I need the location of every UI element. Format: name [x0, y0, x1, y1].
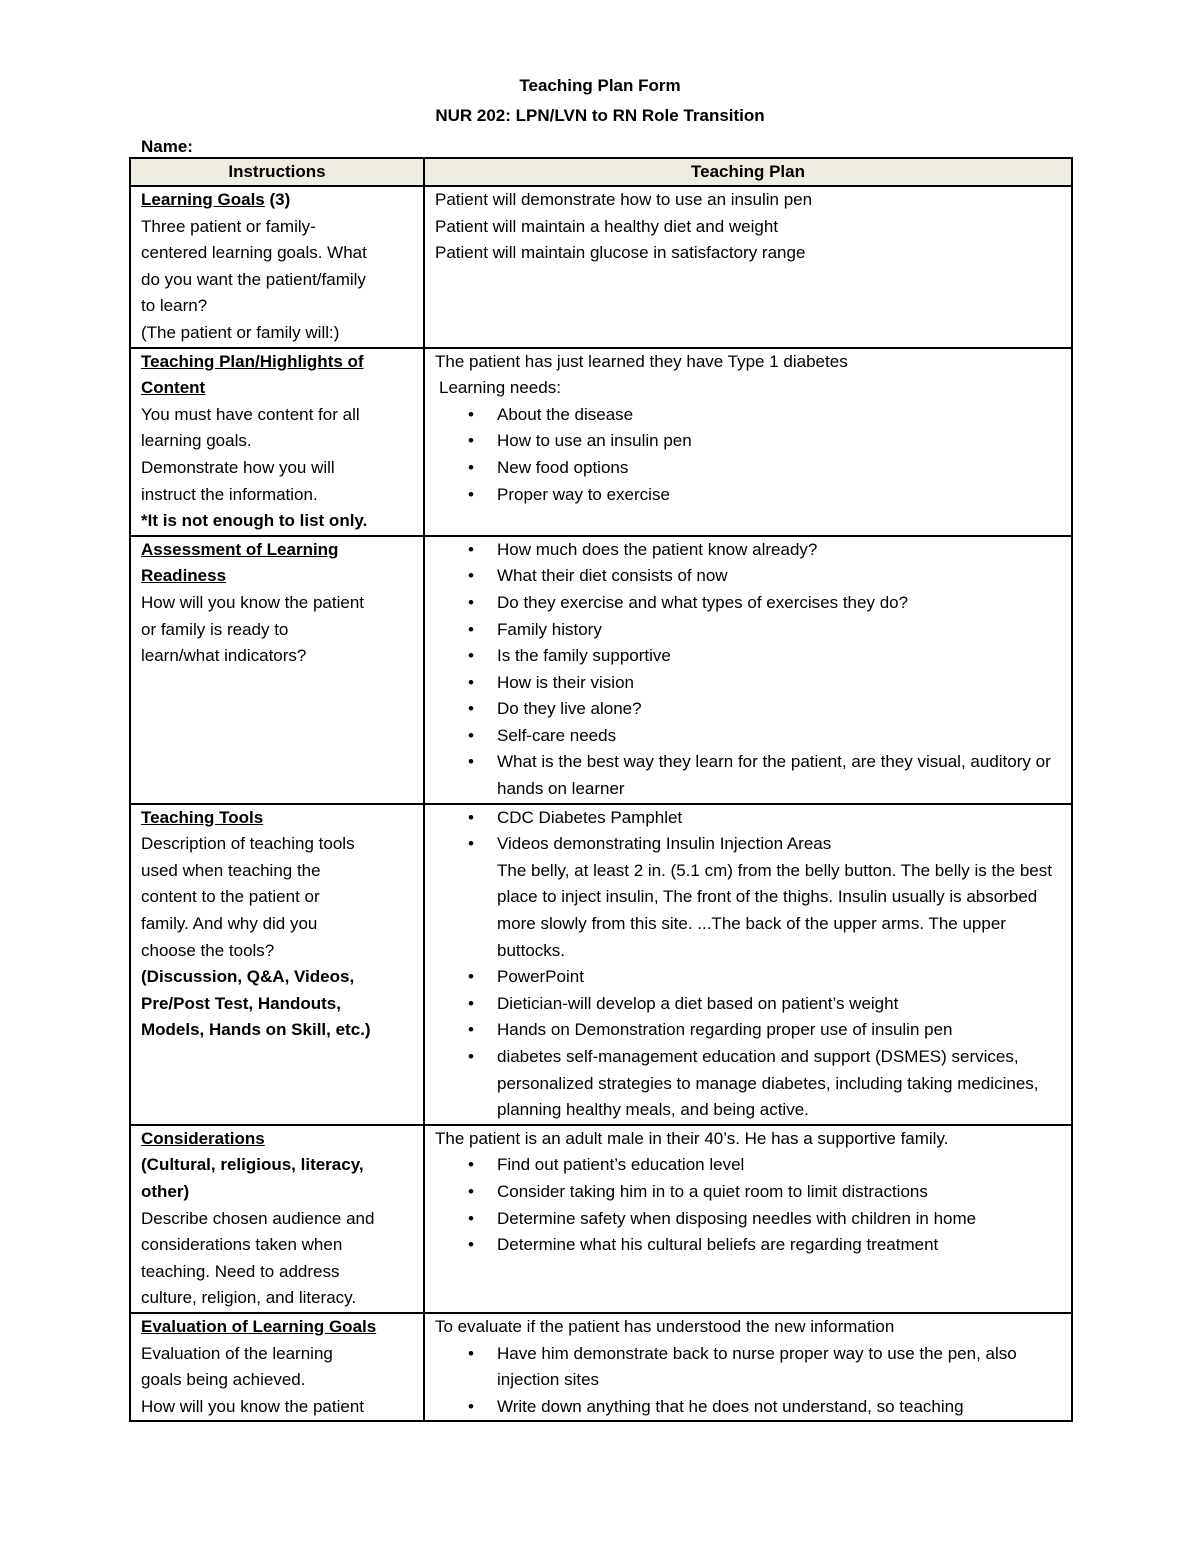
row-heading: Considerations	[141, 1128, 265, 1148]
row-heading: Assessment of Learning	[141, 539, 339, 559]
bullet-icon: •	[468, 967, 474, 987]
instructions-cell	[130, 348, 424, 536]
bullet-icon: •	[468, 484, 474, 504]
table-header-row	[130, 158, 1072, 186]
plan-cell	[424, 1125, 1072, 1313]
bullet-list	[435, 1152, 1063, 1258]
bullet-icon: •	[468, 699, 474, 719]
bullet-list	[435, 402, 1063, 508]
bullet-icon: •	[468, 566, 474, 586]
instruction-text: learn/what indicators?	[141, 646, 307, 666]
bullet-icon: •	[468, 592, 474, 612]
list-item: • PowerPoint	[435, 964, 1063, 991]
list-item: • Family history	[435, 617, 1063, 644]
list-item: • CDC Diabetes Pamphlet	[435, 805, 1063, 832]
bullet-icon: •	[468, 725, 474, 745]
row-heading: Content	[141, 378, 206, 398]
table-row-assessment	[130, 536, 1072, 804]
list-item: • How much does the patient know already?	[435, 537, 1063, 564]
table-row-evaluation	[130, 1313, 1072, 1421]
instruction-text: You must have content for all	[141, 404, 360, 424]
list-item: • Proper way to exercise	[435, 482, 1063, 509]
bullet-icon: •	[468, 807, 474, 827]
instruction-text: Evaluation of the learning	[141, 1343, 333, 1363]
bullet-icon: •	[468, 457, 474, 477]
row-heading: Evaluation of Learning Goals	[141, 1316, 377, 1336]
bullet-icon: •	[468, 834, 474, 854]
list-item: • How is their vision	[435, 670, 1063, 697]
bullet-icon: •	[468, 672, 474, 692]
list-item: • Dietician-will develop a diet based on patient’s weight	[435, 991, 1063, 1018]
list-item: • Consider taking him in to a quiet room to limit distractions	[435, 1179, 1063, 1206]
bullet-icon: •	[468, 619, 474, 639]
bullet-icon: •	[468, 1155, 474, 1175]
list-item: • What their diet consists of now	[435, 563, 1063, 590]
form-title: Teaching Plan Form	[519, 76, 681, 95]
plan-line: The patient is an adult male in their 40’s. He has a supportive family.	[435, 1128, 949, 1148]
instruction-note: *It is not enough to list only.	[141, 511, 368, 531]
teaching-plan-table	[129, 157, 1073, 1422]
instruction-text: family. And why did you	[141, 914, 318, 934]
bullet-icon: •	[468, 431, 474, 451]
col-header-teaching-plan: Teaching Plan	[424, 158, 1072, 186]
table-row-teaching-tools	[130, 804, 1072, 1125]
list-item: • Self-care needs	[435, 723, 1063, 750]
instruction-text: choose the tools?	[141, 940, 275, 960]
instruction-text: instruct the information.	[141, 484, 318, 504]
instruction-text: to learn?	[141, 296, 208, 316]
plan-line: To evaluate if the patient has understood the new information	[435, 1316, 895, 1336]
instruction-text: centered learning goals. What	[141, 243, 367, 263]
instruction-text: How will you know the patient	[141, 1396, 365, 1416]
list-item: • Do they exercise and what types of exercises they do?	[435, 590, 1063, 617]
bullet-list	[435, 1341, 1063, 1421]
instruction-text: content to the patient or	[141, 887, 320, 907]
list-item: • Determine what his cultural beliefs are regarding treatment	[435, 1232, 1063, 1259]
row-heading: Teaching Tools	[141, 807, 264, 827]
instruction-note: (Discussion, Q&A, Videos,	[141, 967, 355, 987]
bullet-list	[435, 805, 1063, 858]
table-row-considerations	[130, 1125, 1072, 1313]
list-item: • New food options	[435, 455, 1063, 482]
course-title: NUR 202: LPN/LVN to RN Role Transition	[435, 106, 765, 125]
list-item: • Find out patient’s education level	[435, 1152, 1063, 1179]
instructions-cell	[130, 1125, 424, 1313]
list-item: • Determine safety when disposing needles with children in home	[435, 1206, 1063, 1233]
plan-cell	[424, 1313, 1072, 1421]
plan-line: Patient will demonstrate how to use an insulin pen	[435, 190, 813, 209]
table-row-content	[130, 348, 1072, 536]
col-header-instructions: Instructions	[130, 158, 424, 186]
plan-line: Learning needs:	[439, 378, 561, 398]
instruction-text: Describe chosen audience and	[141, 1208, 375, 1228]
plan-cell	[424, 804, 1072, 1125]
bullet-icon: •	[468, 539, 474, 559]
instruction-text: How will you know the patient	[141, 592, 365, 612]
list-item: • Have him demonstrate back to nurse proper way to use the pen, also injection sites	[435, 1341, 1063, 1394]
plan-line: The patient has just learned they have Type 1 diabetes	[435, 351, 848, 371]
bullet-icon: •	[468, 752, 474, 772]
instruction-text: used when teaching the	[141, 860, 321, 880]
bullet-icon: •	[468, 404, 474, 424]
instruction-text: Three patient or family-	[141, 216, 316, 236]
plan-line: Patient will maintain glucose in satisfactory range	[435, 243, 806, 263]
instruction-note: (Cultural, religious, literacy, other)	[141, 1155, 364, 1201]
table-row-learning-goals	[130, 186, 1072, 348]
list-item: • About the disease	[435, 402, 1063, 429]
instructions-cell	[130, 536, 424, 804]
instructions-cell	[130, 186, 424, 348]
bullet-icon: •	[468, 1235, 474, 1255]
instruction-text: goals being achieved.	[141, 1370, 306, 1390]
bullet-icon: •	[468, 1047, 474, 1066]
instruction-text: learning goals.	[141, 431, 252, 451]
name-label: Name:	[141, 137, 193, 156]
list-item: • What is the best way they learn for the patient, are they visual, auditory or hands on learner	[435, 749, 1063, 802]
instructions-cell	[130, 804, 424, 1125]
bullet-icon: •	[468, 1343, 474, 1363]
instruction-text: culture, religion, and literacy.	[141, 1288, 357, 1308]
row-heading: Teaching Plan/Highlights of	[141, 351, 364, 371]
instruction-text: do you want the patient/family	[141, 269, 366, 289]
bullet-icon: •	[468, 1208, 474, 1228]
plan-cell	[424, 186, 1072, 348]
plan-line: Patient will maintain a healthy diet and weight	[435, 216, 779, 236]
list-item: • Write down anything that he does not understand, so teaching	[435, 1394, 1063, 1421]
bullet-icon: •	[468, 1181, 474, 1201]
video-note: The belly, at least 2 in. (5.1 cm) from the belly button. The belly is the best place to inject insulin, The front of the thighs. Insulin usually is absorbed more slowly from this site. ...The back of the upper arms. The upper buttocks.	[497, 860, 1052, 960]
bullet-icon: •	[468, 1396, 474, 1416]
plan-cell	[424, 348, 1072, 536]
bullet-icon: •	[468, 1020, 474, 1040]
instruction-text: considerations taken when	[141, 1235, 343, 1255]
list-item: • Videos demonstrating Insulin Injection Areas	[435, 831, 1063, 858]
instruction-note: Pre/Post Test, Handouts,	[141, 993, 341, 1013]
instructions-cell	[130, 1313, 424, 1421]
bullet-icon: •	[468, 993, 474, 1013]
plan-cell	[424, 536, 1072, 804]
bullet-list	[435, 537, 1063, 803]
list-item: • diabetes self-management education and support (DSMES) services, personalized strategies to manage diabetes, including taking medicines, planning healthy meals, and being active.	[435, 1044, 1063, 1124]
instruction-text: (The patient or family will:)	[141, 322, 340, 342]
instruction-text: teaching. Need to address	[141, 1261, 340, 1281]
list-item: • How to use an insulin pen	[435, 428, 1063, 455]
instruction-text: Description of teaching tools	[141, 834, 355, 854]
bullet-list	[435, 964, 1063, 1124]
bullet-icon: •	[468, 646, 474, 666]
row-heading: Readiness	[141, 566, 227, 586]
list-item: • Hands on Demonstration regarding proper use of insulin pen	[435, 1017, 1063, 1044]
instruction-note: Models, Hands on Skill, etc.)	[141, 1020, 371, 1040]
list-item: • Do they live alone?	[435, 696, 1063, 723]
row-heading: Learning Goals (3)	[141, 190, 291, 209]
instruction-text: Demonstrate how you will	[141, 457, 335, 477]
instruction-text: or family is ready to	[141, 619, 289, 639]
list-item: • Is the family supportive	[435, 643, 1063, 670]
